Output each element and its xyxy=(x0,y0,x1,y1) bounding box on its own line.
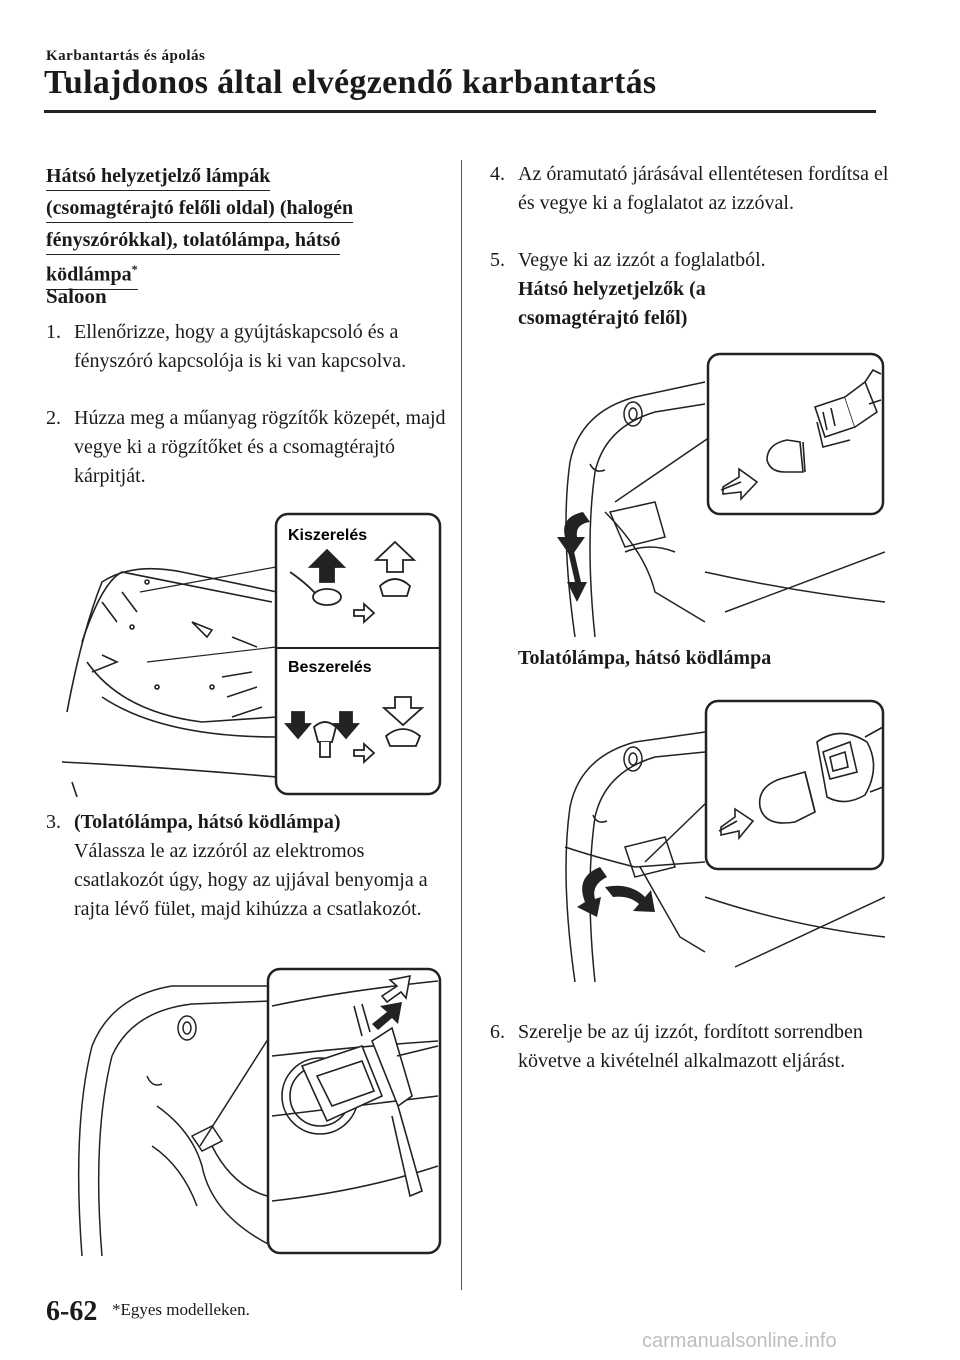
step-4-text: Az óramutató járásával ellentétesen fordítsa el és vegye ki a foglalatot az izzóval. xyxy=(518,163,889,214)
step-3-title: (Tolatólámpa, hátsó ködlámpa) xyxy=(74,811,341,833)
heading-line-2: (csomagtérajtó felőli oldal) (halogén xyxy=(46,195,353,223)
figure-reversing-lamp-bulb xyxy=(505,697,885,987)
page-title: Tulajdonos által elvégzendő karbantartás xyxy=(44,64,657,101)
reversing-lamp-illustration xyxy=(505,697,885,982)
label-installation: Beszerelés xyxy=(288,659,372,676)
section-heading xyxy=(46,160,446,291)
figure-connector-removal xyxy=(62,966,442,1261)
step-3-text: Válassza le az izzóról az elektromos csatlakozót úgy, hogy az ujjával benyomja a rajta lévő fület, majd kihúzza a csatlakozót. xyxy=(74,840,428,920)
column-divider xyxy=(461,160,462,1290)
step-6-number: 6. xyxy=(490,1021,505,1043)
step-2-number: 2. xyxy=(46,407,61,429)
figure-position-lamp-bulb xyxy=(505,352,885,642)
step-6-text: Szerelje be az új izzót, fordított sorrendben követve a kivételnél alkalmazott eljárást. xyxy=(518,1021,863,1072)
caption-reversing-fog-lamp: Tolatólámpa, hátsó ködlámpa xyxy=(518,647,772,669)
step-5-text: Vegye ki az izzót a foglalatból. xyxy=(518,249,766,271)
title-rule xyxy=(44,110,876,113)
caption-line-2: csomagtérajtó felől) xyxy=(518,307,688,329)
step-1-text: Ellenőrizze, hogy a gyújtáskapcsoló és a fényszóró kapcsolója is ki van kapcsolva. xyxy=(74,321,407,372)
heading-line-3: fényszórókkal), tolatólámpa, hátsó xyxy=(46,227,340,255)
section-label: Karbantartás és ápolás xyxy=(46,48,206,64)
caption-line-1: Hátsó helyzetjelzők (a xyxy=(518,278,706,300)
watermark: carmanualsonline.info xyxy=(642,1330,837,1352)
label-removal: Kiszerelés xyxy=(288,527,368,544)
footnote: *Egyes modelleken. xyxy=(112,1300,250,1319)
connector-illustration xyxy=(62,966,442,1256)
step-2-text: Húzza meg a műanyag rögzítők közepét, majd vegye ki a rögzítőket és a csomagtérajtó kárpitját. xyxy=(74,407,446,487)
subheading-saloon: Saloon xyxy=(46,284,107,308)
heading-line-1: Hátsó helyzetjelző lámpák xyxy=(46,163,270,191)
step-1-number: 1. xyxy=(46,321,61,343)
trunk-trim-illustration xyxy=(62,512,442,797)
heading-footnote-mark: * xyxy=(131,262,138,276)
step-3-number: 3. xyxy=(46,811,61,833)
step-5-number: 5. xyxy=(490,249,505,271)
figure-trunk-trim-removal xyxy=(62,512,442,802)
position-lamp-illustration xyxy=(505,352,885,637)
heading-line-4: ködlámpa xyxy=(46,263,132,286)
step-4-number: 4. xyxy=(490,163,505,185)
page-number: 6-62 xyxy=(46,1296,98,1327)
caption-rear-position-lamps xyxy=(518,275,706,333)
